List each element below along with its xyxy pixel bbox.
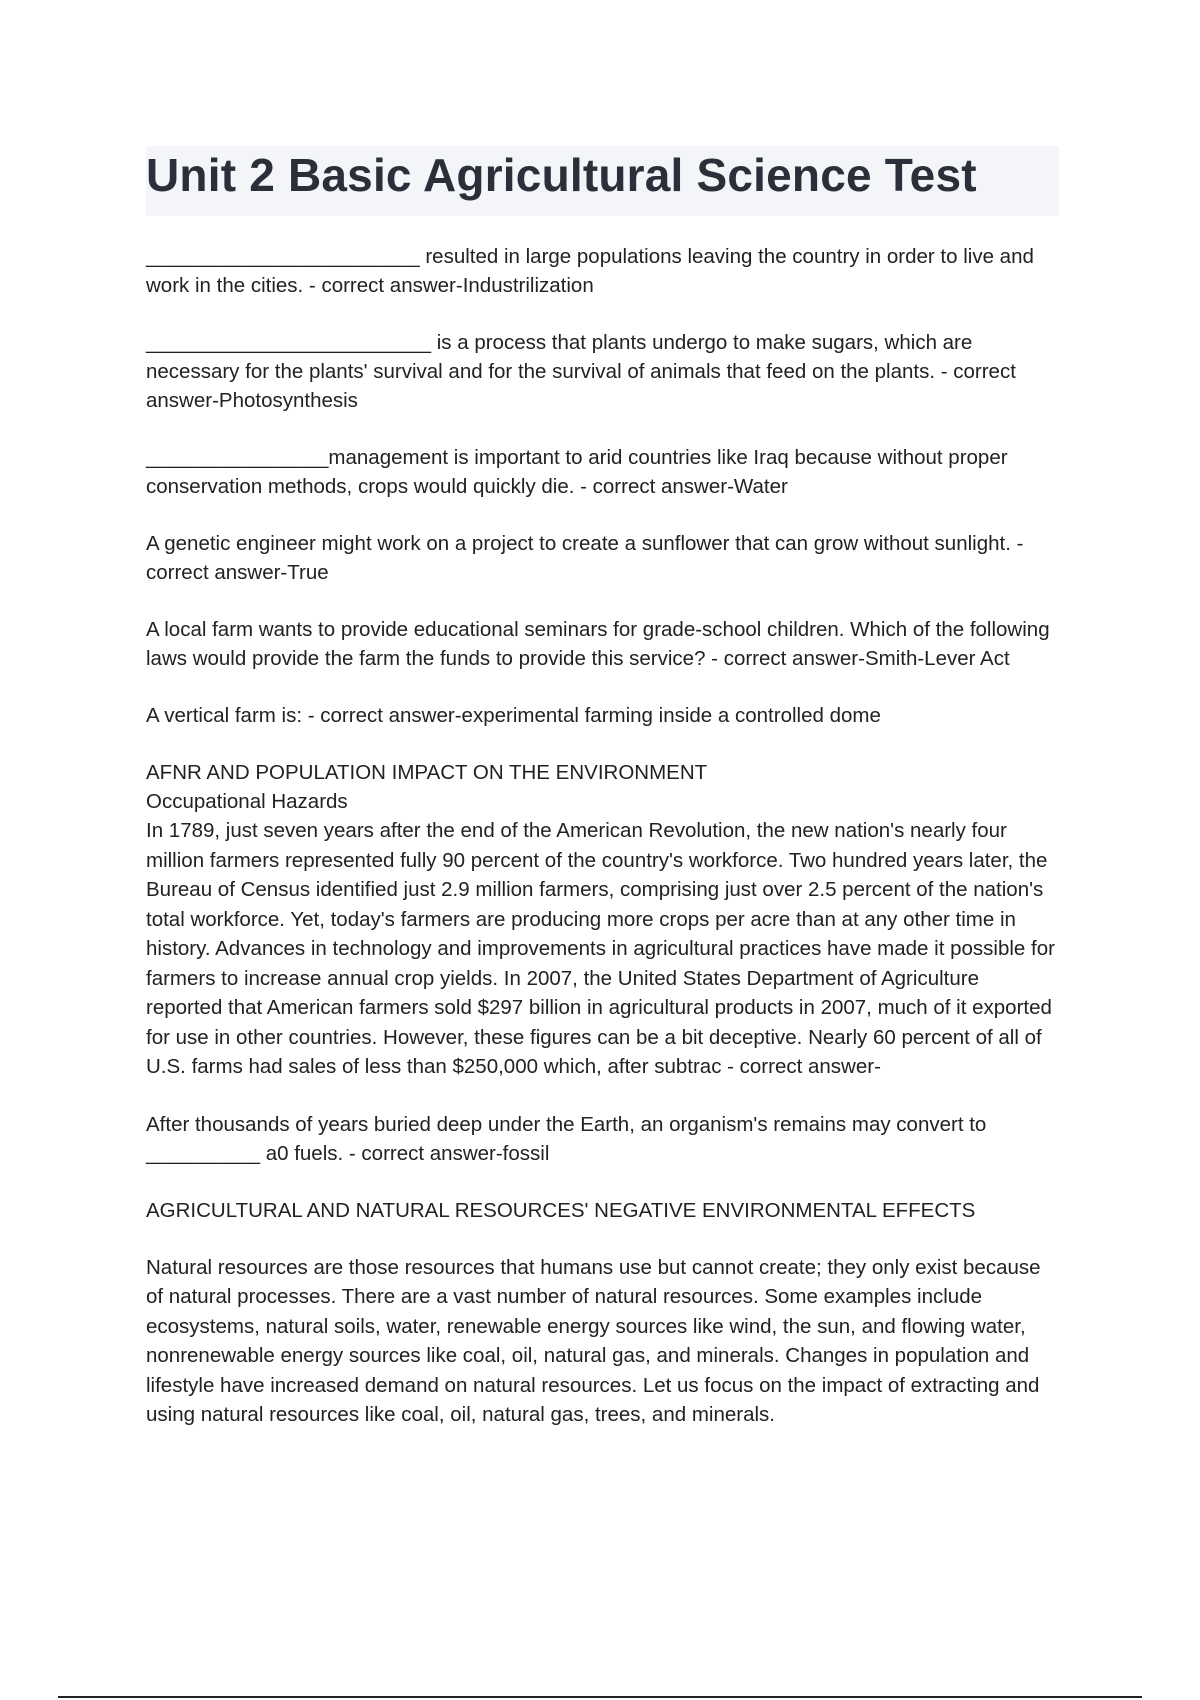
afnr-section: [146, 758, 1059, 1082]
afnr-heading: AFNR AND POPULATION IMPACT ON THE ENVIRONMENT: [146, 761, 708, 784]
qa-text: A genetic engineer might work on a project to create a sunflower that can grow without sunlight. - correct answer-True: [146, 532, 1024, 584]
negative-effects-body: Natural resources are those resources that humans use but cannot create; they only exist because of natural processes. There are a vast number of natural resources. Some examples include ecosystems, natural soils, water, renewable energy sources like wind, the sun, and flowing water, nonrenewable energy sources like coal, oil, natural gas, and minerals. Changes in population and lifestyle have increased demand on natural resources. Let us focus on the impact of extracting and using natural resources like coal, oil, natural gas, trees, and minerals.: [146, 1255, 1041, 1426]
qa-item-5: [146, 615, 1059, 673]
qa-item-4: [146, 529, 1059, 587]
qa-text: A local farm wants to provide educational seminars for grade-school children. Which of the following laws would provide the farm the funds to provide this service? - correct answer-Smith-Lever Act: [146, 618, 1050, 670]
answer-blank: ________________________: [146, 245, 420, 268]
qa-text: is a process that plants undergo to make sugars, which are necessary for the plants' survival and for the survival of animals that feed on the plants. - correct answer-Photosynthesis: [146, 331, 1016, 412]
qa-item-1: [146, 242, 1059, 300]
qa-text: a0 fuels. - correct answer-fossil: [260, 1141, 550, 1165]
footer-divider: [58, 1696, 1142, 1698]
title-band: [146, 146, 1059, 216]
afnr-body: In 1789, just seven years after the end of the American Revolution, the new nation's nearly four million farmers represented fully 90 percent of the country's workforce. Two hundred years later, the Bureau of Census identified just 2.9 million farmers, comprising just over 2.5 percent of the nation's total workforce. Yet, today's farmers are producing more crops per acre than at any other time in history. Advances in technology and improvements in agricultural practices have made it possible for farmers to increase annual crop yields. In 2007, the United States Department of Agriculture reported that American farmers sold $297 billion in agricultural products in 2007, much of it exported for use in other countries. However, these figures can be a bit deceptive. Nearly 60 percent of all of U.S. farms had sales of less than $250,000 which, after subtrac - correct answer-: [146, 819, 1055, 1078]
qa-item-fossil: [146, 1110, 1059, 1168]
qa-text: After thousands of years buried deep under the Earth, an organism's remains may convert to: [146, 1112, 987, 1136]
negative-effects-heading: AGRICULTURAL AND NATURAL RESOURCES' NEGATIVE ENVIRONMENTAL EFFECTS: [146, 1198, 976, 1222]
document-page: [146, 146, 1059, 1458]
qa-text: resulted in large populations leaving the country in order to live and work in the cities. - correct answer-Industrilization: [146, 245, 1034, 297]
answer-blank: __________: [146, 1141, 261, 1165]
afnr-subheading: Occupational Hazards: [146, 790, 348, 813]
page-title: Unit 2 Basic Agricultural Science Test: [146, 149, 977, 201]
qa-text: management is important to arid countries like Iraq because without proper conservation methods, crops would quickly die. - correct answer-Water: [146, 446, 1008, 498]
qa-item-3: [146, 443, 1059, 501]
answer-blank: ________________: [146, 446, 329, 469]
qa-item-6: [146, 701, 1059, 730]
answer-blank: _________________________: [146, 331, 432, 354]
qa-item-2: [146, 328, 1059, 415]
qa-text: A vertical farm is: - correct answer-experimental farming inside a controlled dome: [146, 704, 881, 727]
